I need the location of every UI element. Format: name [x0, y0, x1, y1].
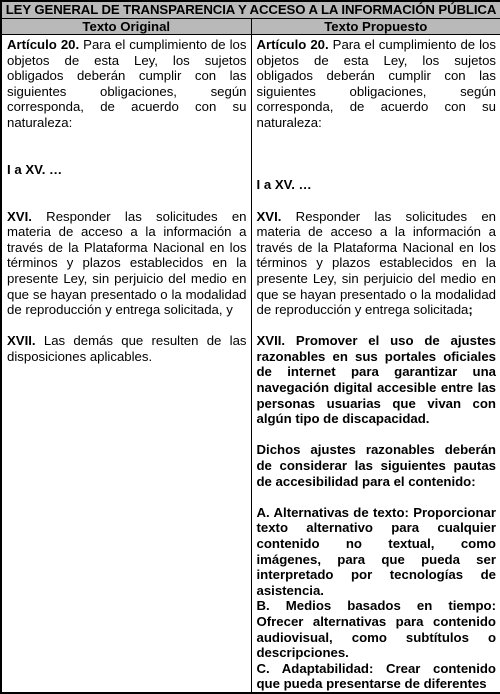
- fraction-label: XVI.: [256, 208, 282, 224]
- fraction-text: Responder las solicitudes en materia de acceso a la información a través de la Plataforma Nacional en los términos y plazos establecidos en la presente Ley, sin perjuicio del medio en que se hayan presentado o la modalidad de reproducción y entrega solicitada: [256, 208, 496, 318]
- proposed-range: I a XV. …: [256, 177, 312, 193]
- proposed-fraction-xvii: XVII. Promover el uso de ajustes razonables en sus portales oficiales de internet para garantizar una navegación digital accesible entre las personas usuarias que vivan con algún tipo de discapacidad.: [256, 333, 496, 427]
- proposed-article-20: [257, 37, 497, 131]
- original-fraction-xvii: [7, 333, 247, 364]
- fraction-label: XVI.: [7, 208, 32, 224]
- fraction-text: Responder las solicitudes en materia de acceso a la información a través de la Plataforma Nacional en los términos y plazos establecidos en la presente Ley, sin perjuicio del medio en que se hayan presentado o la modalidad de reproducción y entrega solicitada, y: [7, 208, 247, 318]
- fraction-label: XVII.: [7, 333, 36, 349]
- proposed-text-column: [251, 35, 500, 693]
- article-text: Para el cumplimiento de los objetos de esta Ley, los sujetos obligados deberán cumplir con las siguientes obligaciones, según corresponda, de acuerdo con su naturaleza:: [7, 37, 247, 130]
- original-range: I a XV. …: [7, 161, 63, 177]
- column-header-original: Texto Original: [1, 19, 251, 35]
- table-title: LEY GENERAL DE TRANSPARENCIA Y ACCESO A LA INFORMACIÓN PÚBLICA: [1, 1, 500, 19]
- article-label: Artículo 20.: [256, 37, 329, 52]
- column-header-proposed: Texto Propuesto: [251, 19, 500, 35]
- article-label: Artículo 20.: [7, 37, 80, 52]
- article-text: Para el cumplimiento de los objetos de esta Ley, los sujetos obligados deberán cumplir con las siguientes obligaciones, según corresponda, de acuerdo con su naturaleza:: [256, 37, 496, 130]
- fraction-text: Las demás que resulten de las disposiciones aplicables.: [7, 333, 247, 364]
- original-article-20: [7, 37, 247, 131]
- original-fraction-xvi: [7, 209, 247, 318]
- proposed-fraction-xvi: XVI. Responder las solicitudes en materia de acceso a la información a través de la Plataforma Nacional en los términos y plazos establecidos en la presente Ley, sin perjuicio del medio en que se hayan presentado o la modalidad de reproducción y entrega solicitada;: [256, 208, 496, 318]
- proposed-accessibility-intro: Dichos ajustes razonables deberán de considerar las siguientes pautas de accesibilidad para el contenido:: [256, 442, 496, 489]
- proposed-guideline-a: A. Alternativas de texto: Proporcionar texto alternativo para cualquier contenido no textual, como imágenes, para que pueda ser interpretado por tecnologías de asistencia.: [256, 504, 496, 598]
- original-text-column: [1, 35, 251, 693]
- proposed-guideline-b: B. Medios basados en tiempo: Ofrecer alternativas para contenido audiovisual, como subtítulos o descripciones.: [256, 598, 496, 661]
- proposed-guideline-c: C. Adaptabilidad: Crear contenido que pueda presentarse de diferentes: [256, 660, 496, 692]
